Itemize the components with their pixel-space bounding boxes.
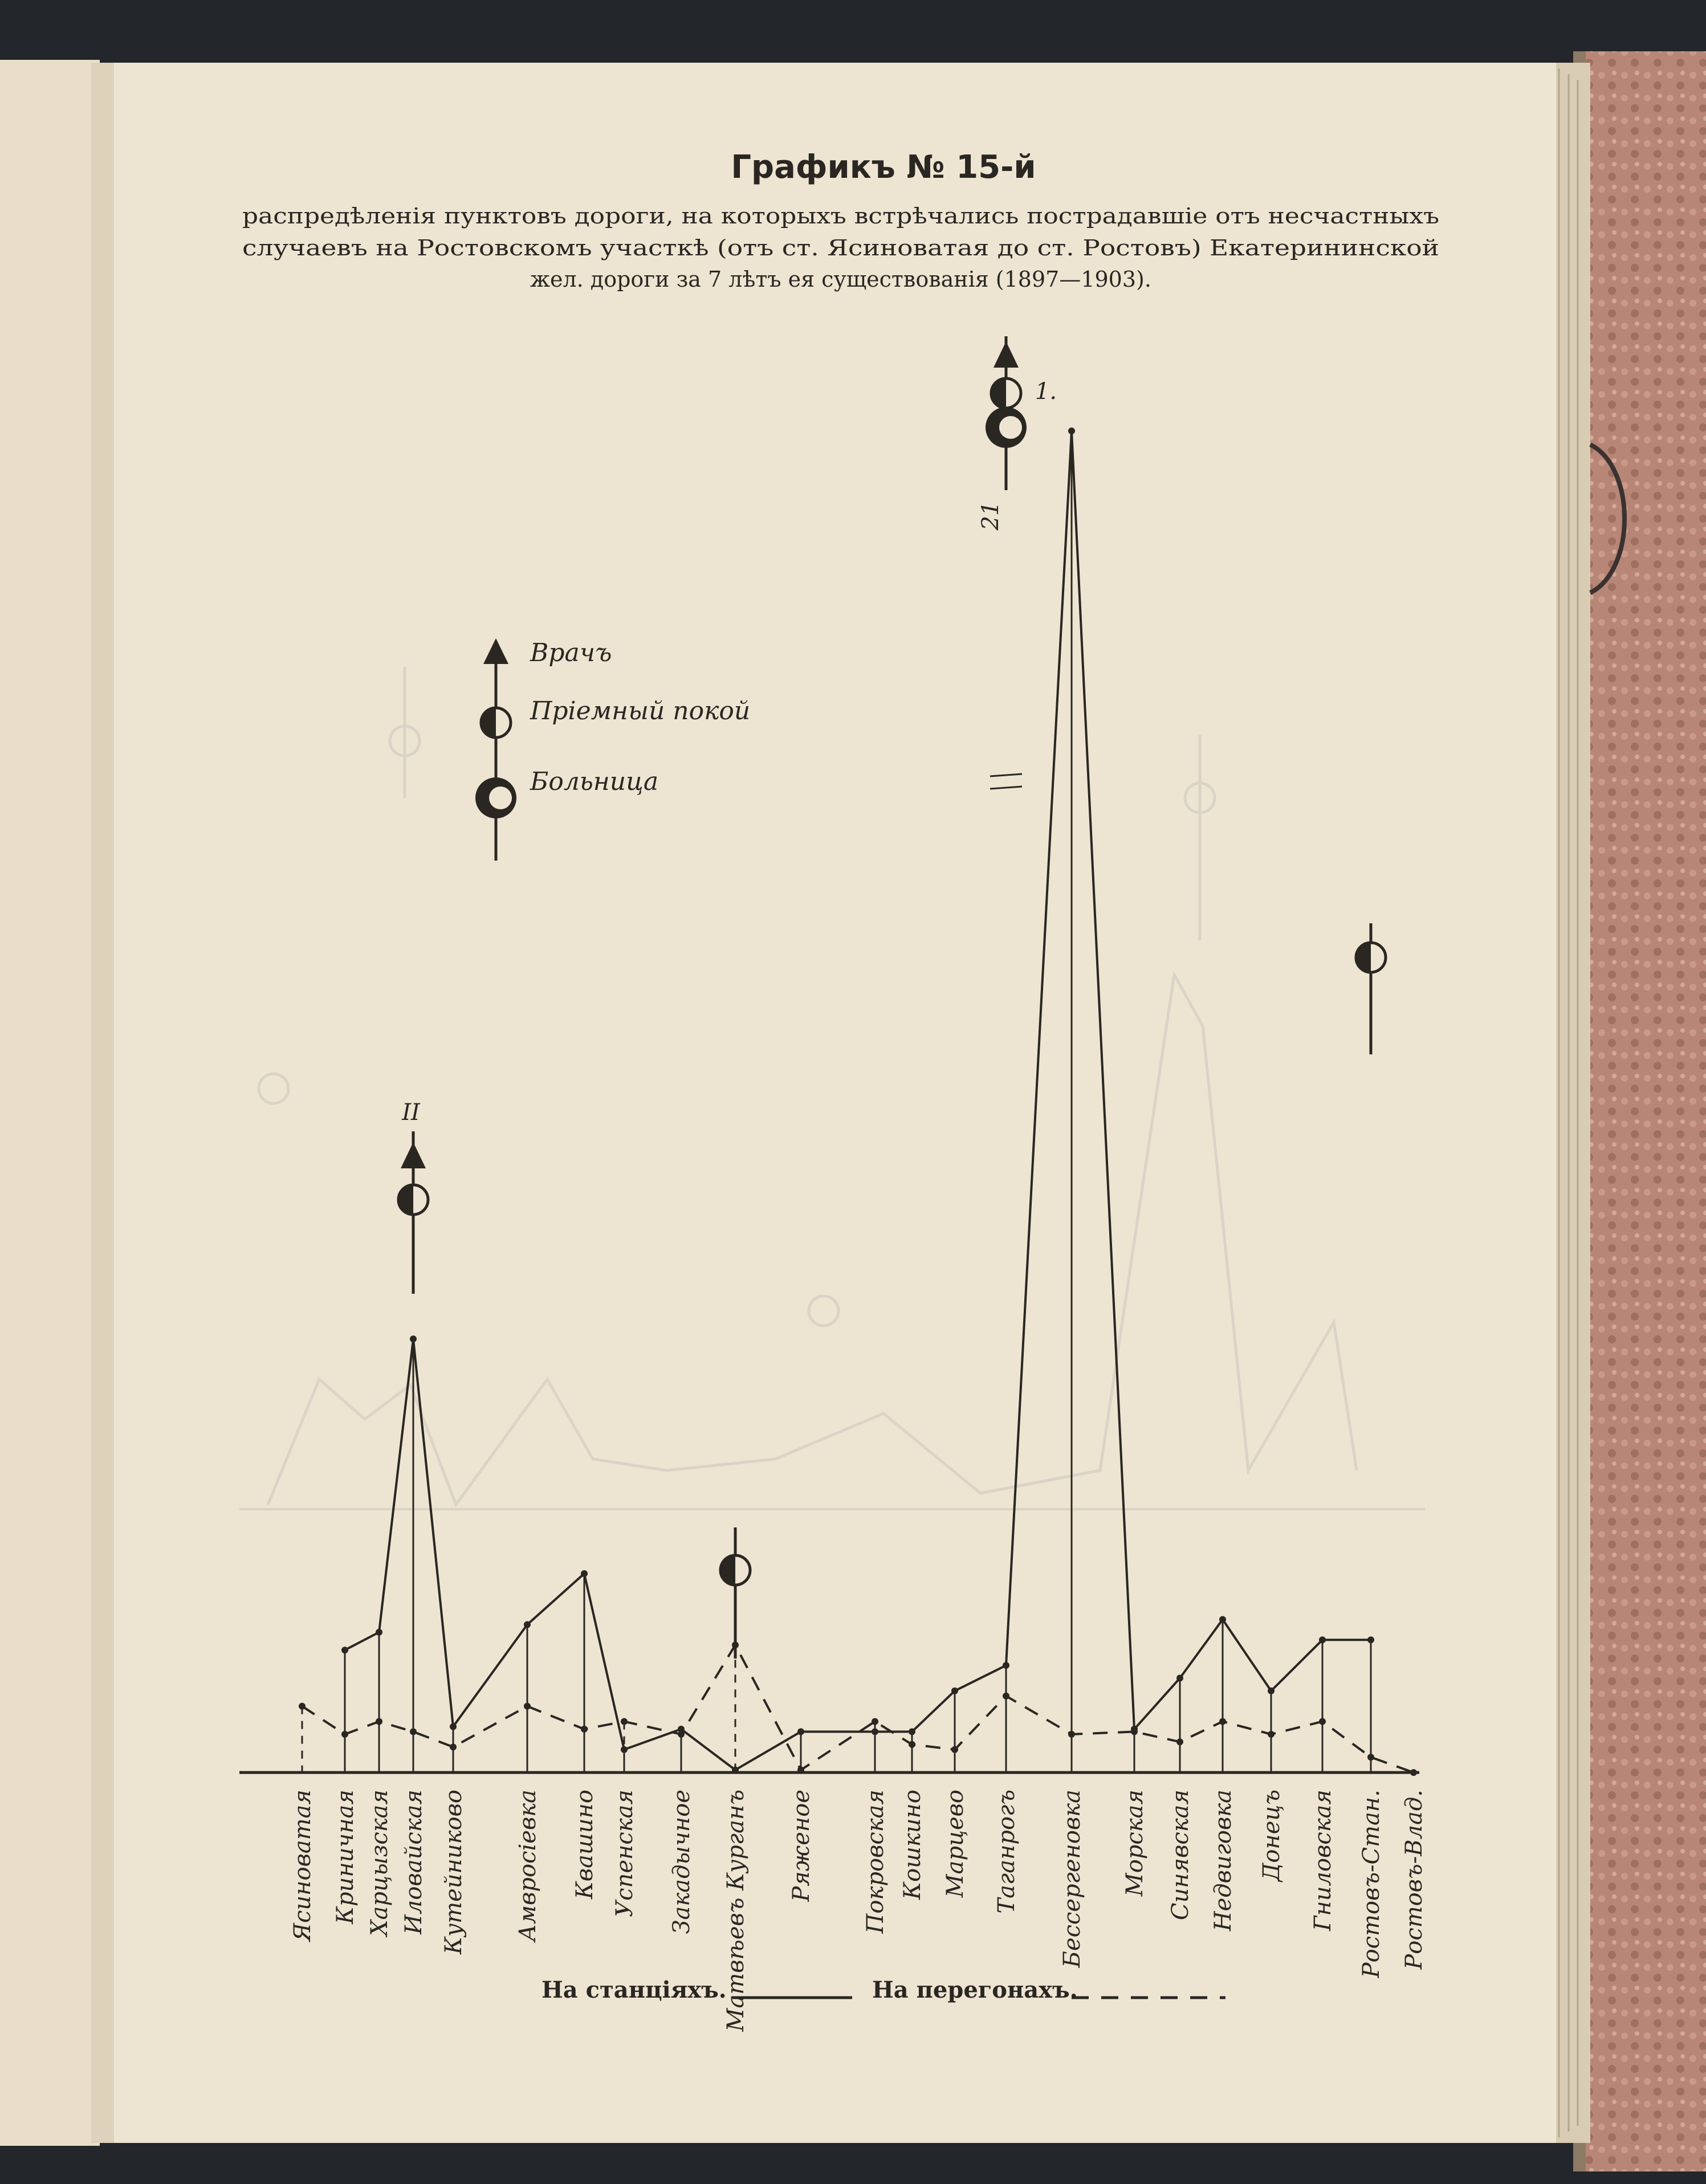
data-point-stations [341,1647,348,1653]
category-tick-label: Донецъ [1259,1790,1285,1882]
chart-annotation: 1. [1035,378,1057,405]
data-point-stretches [621,1718,628,1725]
data-point-stations [410,1335,417,1342]
category-tick-label: Ряженое [788,1790,815,1902]
ring-circle-icon [986,407,1027,448]
data-point-stretches [341,1731,348,1738]
category-tick-label: Синявская [1167,1790,1194,1921]
data-point-stretches [1176,1738,1183,1745]
category-tick-label: Таганрогъ [994,1790,1020,1914]
half-circle-icon [481,708,511,737]
subtitle-line-1: распредѣленія пунктовъ дороги, на которыхъ встрѣчались пострадавшіе отъ несчастныхъ [242,203,1439,229]
data-point-stretches [1068,1731,1075,1738]
data-point-stretches [678,1731,685,1738]
category-tick-label: Ростовъ-Влад. [1401,1790,1427,1970]
chart-annotation: 21 [978,501,1004,531]
legend-stretches-label: На перегонахъ. [872,1977,1078,2003]
category-tick-label: Ясиноватая [290,1790,316,1942]
category-tick-label: Успенская [612,1790,638,1917]
category-tick-label: Кутейниково [441,1790,467,1954]
data-point-stations [376,1629,382,1636]
data-point-stretches [581,1726,588,1733]
data-point-stations [1367,1636,1374,1643]
category-tick-label: Матвѣевъ Курганъ [723,1790,749,2032]
category-tick-label: Иловайская [401,1790,427,1934]
data-point-stations [581,1570,588,1577]
data-point-stretches [1367,1754,1374,1761]
data-point-stretches [450,1743,457,1750]
legend-label-doctor: Врачъ [530,638,612,667]
category-tick-label: Покровская [862,1790,889,1934]
data-point-stretches [1319,1718,1326,1725]
chart-annotation: II [402,1099,420,1126]
data-point-stations [524,1621,531,1628]
subtitle-line-2: случаевъ на Ростовскомъ участкѣ (отъ ст. Ясиноватая до ст. Ростовъ) Екатерининской [242,235,1439,260]
data-point-stations [1319,1636,1326,1643]
half-circle-icon [398,1185,428,1215]
data-point-stretches [376,1718,382,1725]
data-point-stations [1003,1662,1009,1669]
data-point-stretches [872,1718,878,1725]
half-circle-icon [720,1555,750,1585]
data-point-stations [1219,1616,1226,1623]
book-cover-right [1573,51,1706,2171]
data-point-stations [1268,1688,1275,1694]
category-tick-label: Криничная [332,1790,359,1924]
ring-circle-icon [475,777,516,818]
data-point-stations [450,1723,457,1730]
data-point-stations [1068,427,1075,434]
category-tick-label: Кошкино [899,1790,926,1900]
data-point-stretches [299,1703,306,1710]
axis-break-mark [990,775,1022,788]
data-point-stations [909,1728,915,1735]
data-point-stretches [909,1741,915,1748]
legend-label-first-aid: Пріемный покой [530,696,751,726]
data-point-stretches [951,1746,958,1753]
half-circle-icon [991,378,1021,408]
data-point-stations [1176,1674,1183,1681]
category-tick-label: Квашино [572,1790,598,1900]
data-point-stretches [524,1703,531,1710]
category-tick-label: Ростовъ-Стан. [1358,1790,1385,1978]
data-point-stretches [1003,1693,1009,1700]
data-point-stations [797,1728,804,1735]
data-point-stretches [1410,1769,1417,1776]
gutter-shadow [91,63,114,2143]
data-point-stretches [1219,1718,1226,1725]
category-tick-label: Закадычное [669,1790,695,1934]
category-tick-label: Бессергеновка [1059,1790,1085,1968]
legend-stations-label: На станціяхъ. [541,1977,727,2003]
data-point-stretches [1131,1728,1138,1735]
page-stack-edge [1550,63,1590,2143]
category-tick-label: Морская [1122,1790,1148,1897]
half-circle-icon [1356,943,1386,972]
category-tick-label: Гниловская [1310,1790,1336,1932]
category-tick-label: Харцызская [367,1790,393,1936]
category-tick-label: Недвиговка [1210,1790,1236,1932]
left-page [0,60,100,2146]
category-tick-label: Марцево [942,1790,968,1898]
data-point-stretches [797,1767,804,1774]
legend-label-hospital: Больница [530,767,659,796]
data-point-stations [951,1688,958,1694]
subtitle-line-3: жел. дороги за 7 лѣтъ ея существованія (1897—1903). [530,267,1151,292]
data-point-stretches [1268,1731,1275,1738]
category-tick-label: Амвросіевка [515,1790,541,1942]
data-point-stretches [410,1728,417,1735]
chart-title: Графикъ № 15-й [731,149,1036,186]
